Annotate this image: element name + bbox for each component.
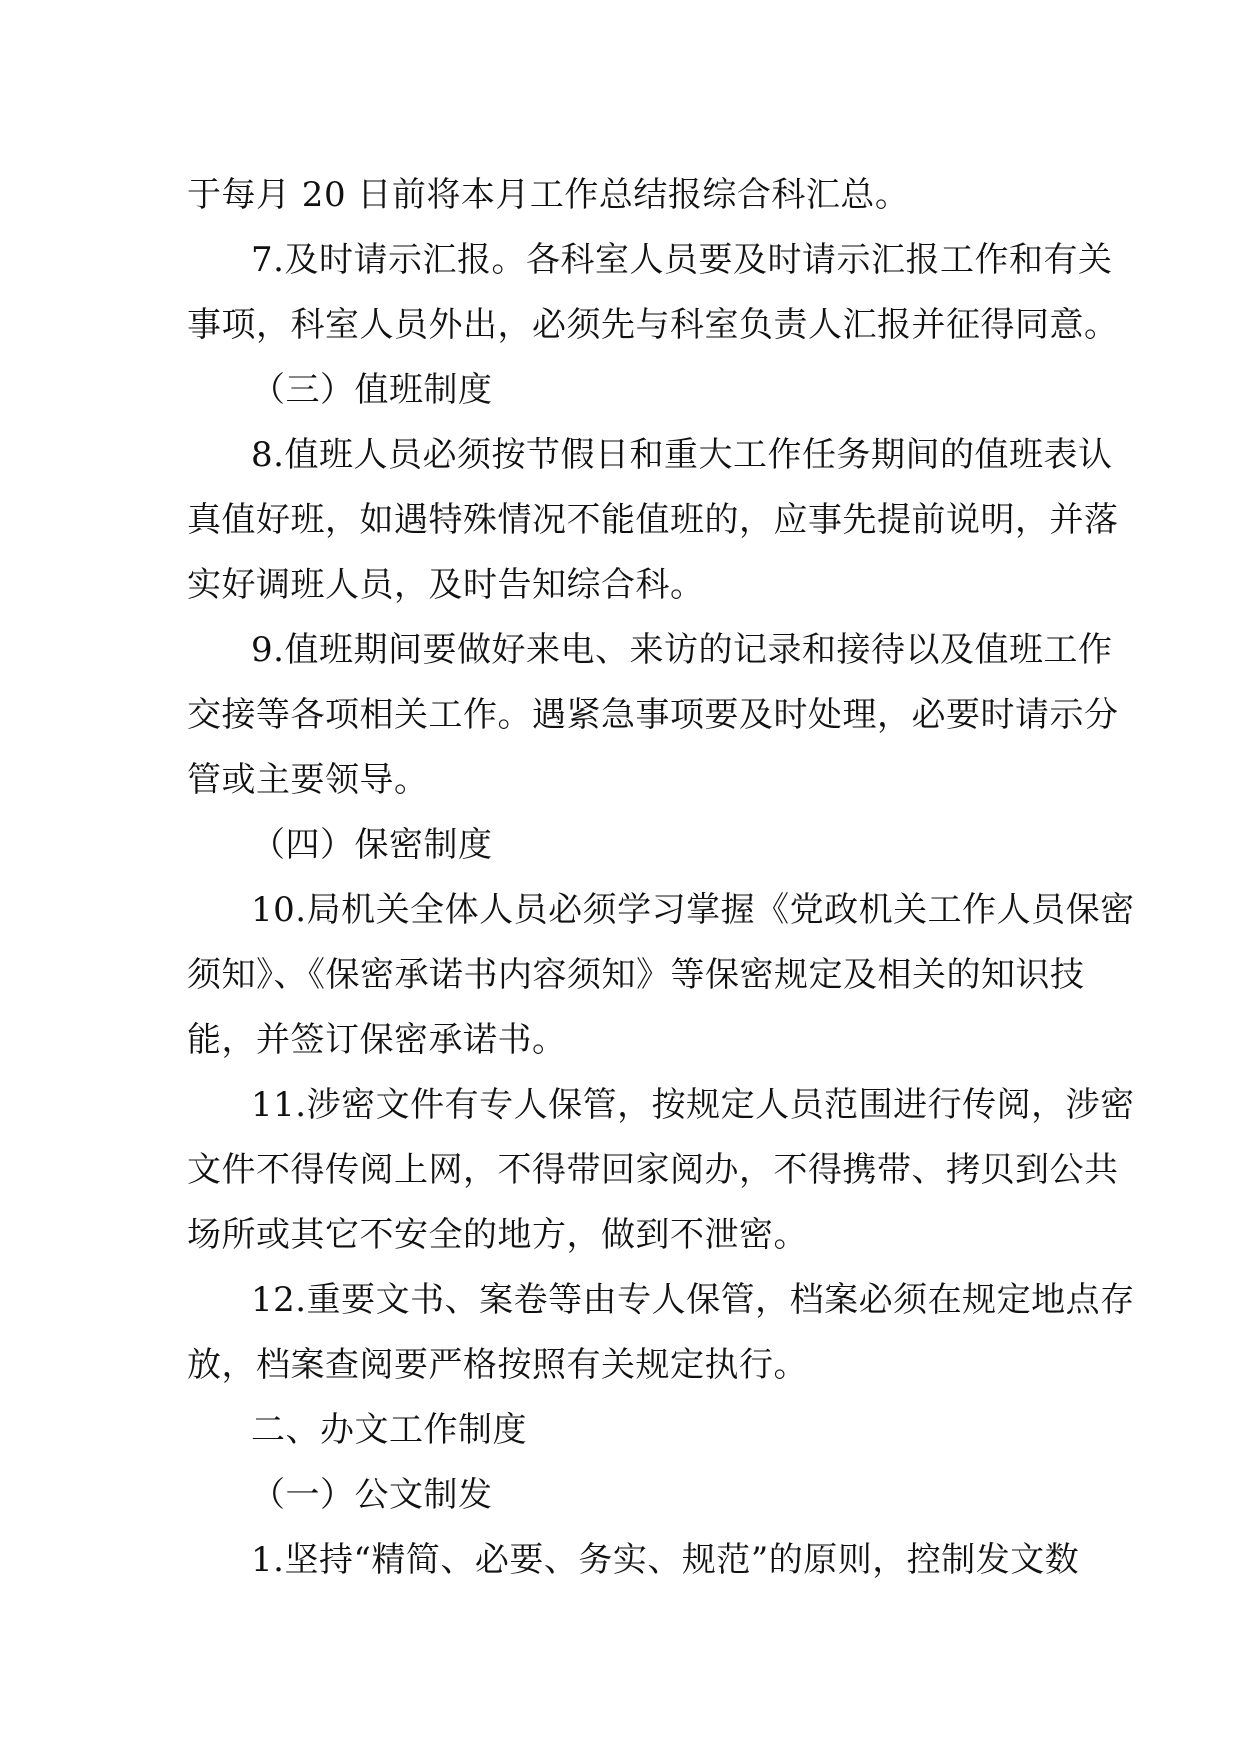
text-line: 12.重要文书、案卷等由专人保管，档案必须在规定地点存 [251,1280,1135,1320]
text-line: 放，档案查阅要严格按照有关规定执行。 [187,1345,808,1385]
text-line: 10.局机关全体人员必须学习掌握《党政机关工作人员保密 [251,890,1135,930]
document-body [187,163,1135,1593]
text-line: 须知》、《保密承诺书内容须知》等保密规定及相关的知识技 [187,955,1085,995]
section-heading: （一）公文制发 [251,1475,493,1515]
text-line: 9.值班期间要做好来电、来访的记录和接待以及值班工作 [251,630,1113,670]
section-heading: （四）保密制度 [251,825,493,865]
text-line: 事项，科室人员外出，必须先与科室负责人汇报并征得同意。 [187,305,1119,345]
text-line: 8.值班人员必须按节假日和重大工作任务期间的值班表认 [251,435,1113,475]
text-line: 能，并签订保密承诺书。 [187,1020,567,1060]
section-heading: （三）值班制度 [251,370,493,410]
chapter-heading: 二、办文工作制度 [251,1410,527,1450]
text-line: 1.坚持“精简、必要、务实、规范”的原则，控制发文数 [251,1540,1080,1580]
text-line: 于每月 20 日前将本月工作总结报综合科汇总。 [187,175,910,215]
text-line: 管或主要领导。 [187,760,429,800]
text-line: 文件不得传阅上网，不得带回家阅办，不得携带、拷贝到公共 [187,1150,1119,1190]
text-line: 交接等各项相关工作。遇紧急事项要及时处理，必要时请示分 [187,695,1119,735]
text-line: 真值好班，如遇特殊情况不能值班的，应事先提前说明，并落 [187,500,1119,540]
text-line: 场所或其它不安全的地方，做到不泄密。 [187,1215,808,1255]
text-line: 实好调班人员，及时告知综合科。 [187,565,705,605]
text-line: 7.及时请示汇报。各科室人员要及时请示汇报工作和有关 [251,240,1113,280]
text-line: 11.涉密文件有专人保管，按规定人员范围进行传阅，涉密 [251,1085,1135,1125]
